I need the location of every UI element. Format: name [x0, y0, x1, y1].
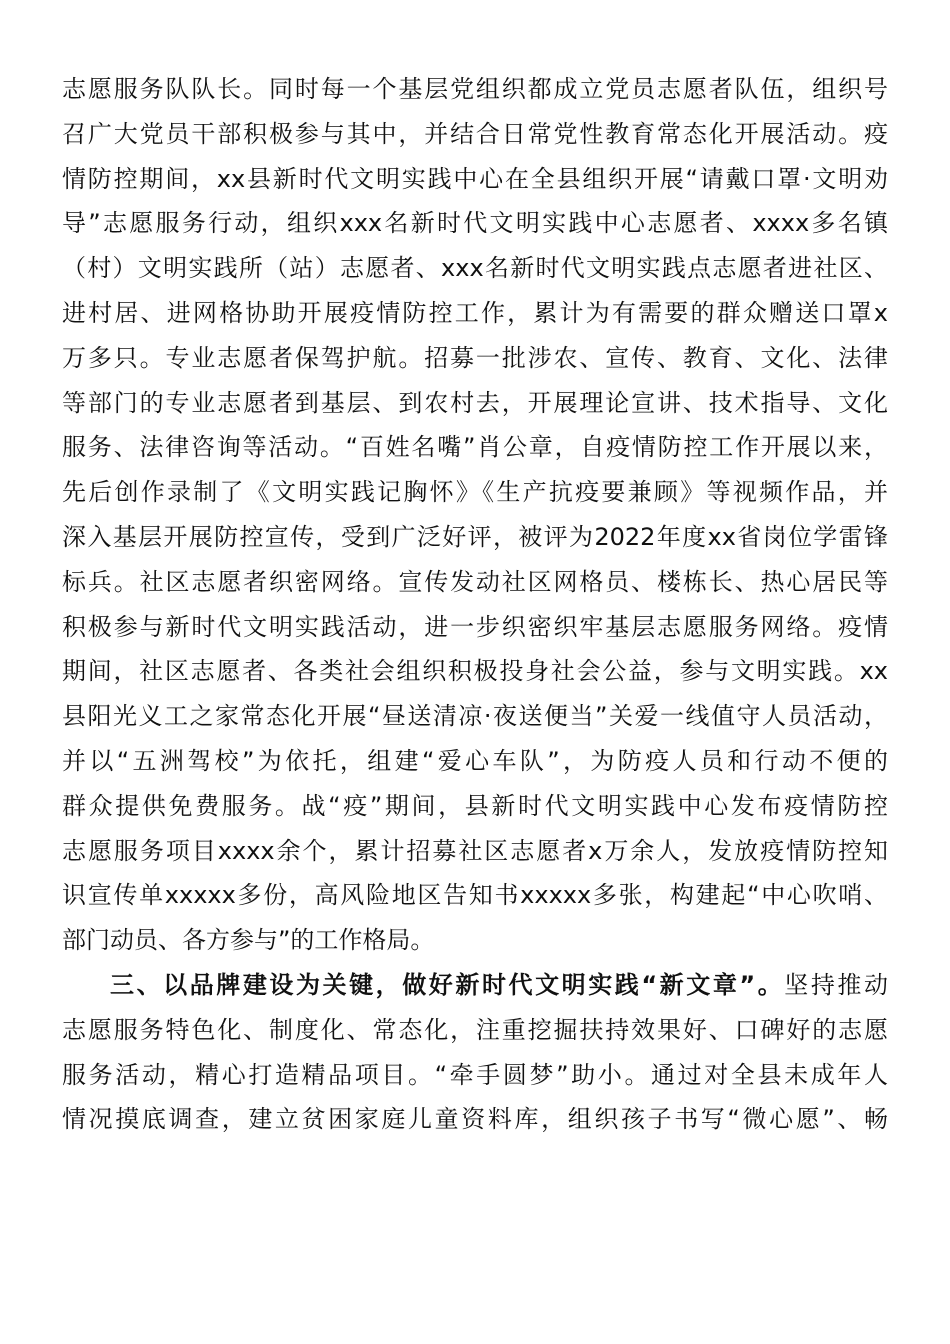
- text-line: 标兵。社区志愿者织密网络。宣传发动社区网格员、楼栋长、热心居民等: [62, 567, 888, 596]
- text-line: 并以“五洲驾校”为依托，组建“爱心车队”，为防疫人员和行动不便的: [62, 746, 888, 775]
- section-heading-line: [62, 963, 888, 1008]
- section-heading: 三、以品牌建设为关键，做好新时代文明实践“新文章”。: [110, 970, 785, 999]
- text-line: 深入基层开展防控宣传，受到广泛好评，被评为2022年度xx省岗位学雷锋: [62, 522, 888, 551]
- text-line: 期间，社区志愿者、各类社会组织积极投身社会公益，参与文明实践。xx: [62, 657, 888, 686]
- text-line: 导”志愿服务行动，组织xxx名新时代文明实践中心志愿者、xxxx多名镇: [62, 209, 888, 238]
- text-line: 万多只。专业志愿者保驾护航。招募一批涉农、宣传、教育、文化、法律: [62, 343, 888, 372]
- text-line: 志愿服务特色化、制度化、常态化，注重挖掘扶持效果好、口碑好的志愿: [62, 1015, 888, 1044]
- text-line: 情况摸底调查，建立贫困家庭儿童资料库，组织孩子书写“微心愿”、畅: [62, 1105, 888, 1134]
- text-line: 服务、法律咨询等活动。“百姓名嘴”肖公章，自疫情防控工作开展以来，: [62, 433, 888, 462]
- text-line: 服务活动，精心打造精品项目。“牵手圆梦”助小。通过对全县未成年人: [62, 1060, 888, 1089]
- text-line: 识宣传单xxxxx多份，高风险地区告知书xxxxx多张，构建起“中心吹哨、: [62, 881, 888, 910]
- text-line: 先后创作录制了《文明实践记胸怀》《生产抗疫要兼顾》等视频作品，并: [62, 478, 888, 507]
- text-line: （村）文明实践所（站）志愿者、xxx名新时代文明实践点志愿者进社区、: [62, 254, 888, 283]
- text-line: 召广大党员干部积极参与其中，并结合日常党性教育常态化开展活动。疫: [62, 119, 888, 148]
- text-line: 等部门的专业志愿者到基层、到农村去，开展理论宣讲、技术指导、文化: [62, 388, 888, 417]
- text-line: 志愿服务项目xxxx余个，累计招募社区志愿者x万余人，发放疫情防控知: [62, 836, 888, 865]
- text-line: 进村居、进网格协助开展疫情防控工作，累计为有需要的群众赠送口罩x: [62, 298, 888, 327]
- text-line: 志愿服务队队长。同时每一个基层党组织都成立党员志愿者队伍，组织号: [62, 75, 888, 103]
- document-body: [62, 67, 888, 1142]
- heading-line-rest: 坚持推动: [784, 970, 888, 999]
- text-line: 情防控期间，xx县新时代文明实践中心在全县组织开展“请戴口罩·文明劝: [62, 164, 888, 193]
- text-line: 县阳光义工之家常态化开展“昼送清凉·夜送便当”关爱一线值守人员活动，: [62, 702, 888, 731]
- text-line: 积极参与新时代文明实践活动，进一步织密织牢基层志愿服务网络。疫情: [62, 612, 888, 641]
- text-line: 群众提供免费服务。战“疫”期间，县新时代文明实践中心发布疫情防控: [62, 791, 888, 820]
- text-line: 部门动员、各方参与”的工作格局。: [62, 926, 435, 955]
